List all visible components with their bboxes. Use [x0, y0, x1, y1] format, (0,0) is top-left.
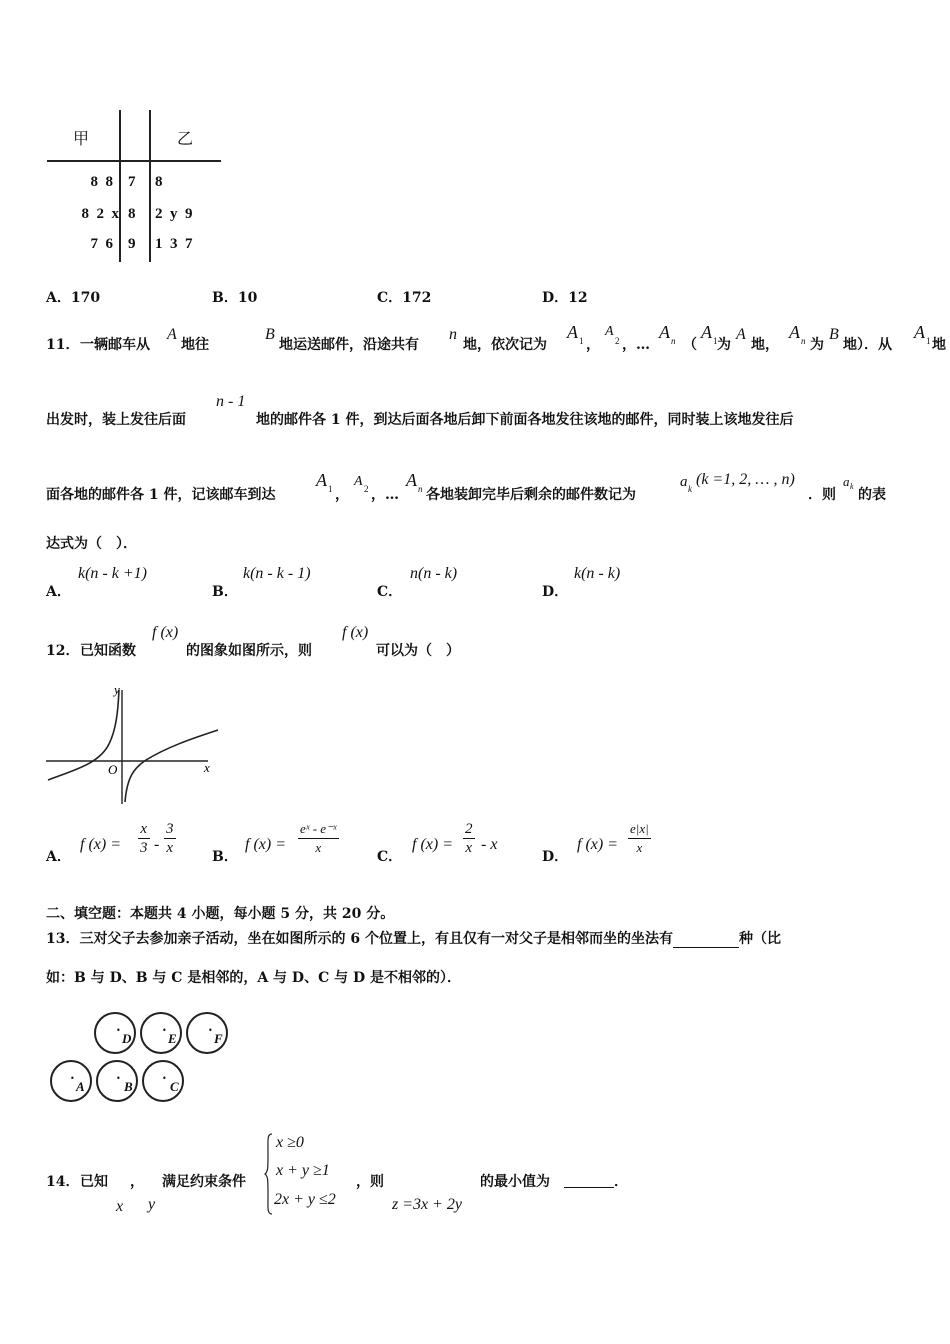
q13-line-1: 13．三对父子去参加亲子活动，坐在如图所示的 6 个位置上，有且仅有一对父子是相邻而坐的坐法有 种（比	[46, 931, 781, 947]
q11-option-b: B． k(n - k - 1)	[212, 565, 311, 600]
seat-label-a: A	[76, 1079, 85, 1094]
q12-option-d: D． f (x) = $\frac{e|x|}{x}$	[542, 821, 649, 865]
q14-y: y	[148, 1196, 156, 1213]
table-hline	[47, 160, 221, 162]
row-3-right: 1 3 7	[155, 236, 193, 252]
q11-option-d: D． k(n - k)	[542, 565, 621, 600]
table-vline-2	[149, 110, 151, 262]
table-header-left: 甲	[73, 129, 90, 148]
q10-option-c: C．172	[377, 290, 432, 306]
row-1-stem: 7	[128, 174, 136, 190]
row-3-left: 7 6	[90, 236, 113, 252]
q13-seat-diagram: D E F A B C • • • • • •	[48, 1010, 238, 1110]
q13-answer-blank[interactable]	[673, 931, 739, 948]
seat-label-e: E	[168, 1031, 177, 1046]
seat-label-d: D	[122, 1031, 132, 1046]
row-1-right: 8	[155, 174, 163, 190]
q10-option-b: B．10	[212, 290, 258, 306]
q10-option-d: D．12	[542, 290, 588, 306]
q14: 14． 已知 ， 满足约束条件 x y x ≥0 x + y ≥1 2x + y ≤2 ，则 z =3x + 2y 的最小值为 ．	[46, 1134, 628, 1215]
q12-function-graph	[44, 682, 224, 806]
q14-answer-blank[interactable]	[564, 1171, 614, 1188]
row-2-right: 2 y 9	[155, 206, 193, 222]
q12-option-a: A． f (x) = $\frac{x}{3}$ - $\frac{3}{x}$	[46, 821, 174, 865]
q14-objective: z =3x + 2y	[392, 1196, 463, 1213]
q11-number: 11．	[46, 337, 80, 353]
row-2-stem: 8	[128, 206, 136, 222]
q11-option-c: C． n(n - k)	[377, 565, 458, 600]
row-2-left: 8 2 x	[81, 206, 119, 222]
section-2-title: 二、填空题：本题共 4 小题，每小题 5 分，共 20 分。	[46, 906, 395, 922]
y-axis-label: y	[114, 682, 120, 697]
row-1-left: 8 8	[90, 174, 113, 190]
seat-label-c: C	[170, 1079, 179, 1094]
q14-brace	[264, 1132, 274, 1216]
q13-line-2: 如：B 与 D、B 与 C 是相邻的，A 与 D、C 与 D 是不相邻的）．	[46, 970, 461, 986]
q14-constraint-2: x + y ≥1	[276, 1162, 330, 1179]
q11-line-4: 达式为（ ）．	[46, 536, 137, 552]
seat-label-b: B	[124, 1079, 133, 1094]
seat-label-f: F	[214, 1031, 223, 1046]
origin-label: O	[108, 762, 118, 777]
q14-constraint-1: x ≥0	[276, 1134, 304, 1151]
q12-option-c: C． f (x) = $\frac{2}{x}$ - x	[377, 821, 498, 865]
q10-option-a: A．170	[46, 290, 101, 306]
q14-constraint-3: 2x + y ≤2	[274, 1191, 336, 1208]
stem-leaf-table	[45, 108, 225, 268]
row-3-stem: 9	[128, 236, 136, 252]
q12-option-b: B． f (x) = $\frac{\text{eˣ - e⁻ˣ}}{x}$	[212, 821, 337, 865]
q11-option-a: A． k(n - k +1)	[46, 565, 147, 600]
q14-x: x	[116, 1198, 124, 1215]
x-axis-label: x	[204, 760, 210, 775]
table-vline-1	[119, 110, 121, 262]
table-header-right: 乙	[177, 129, 194, 148]
